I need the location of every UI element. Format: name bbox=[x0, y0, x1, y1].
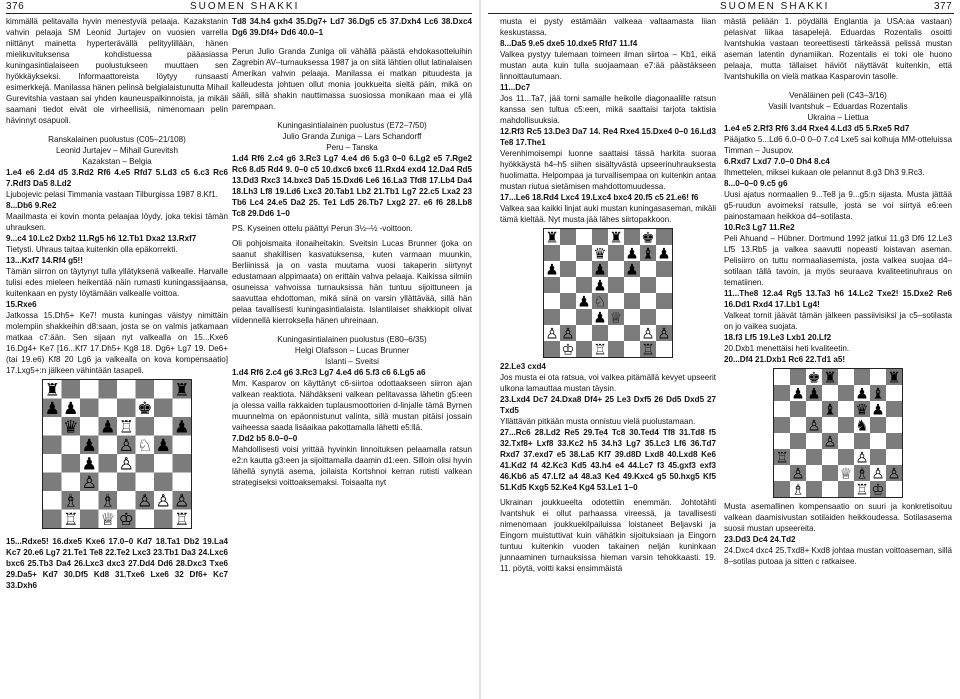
column-1 bbox=[6, 16, 228, 696]
paragraph: Maailmasta ei kovin monta pelaajaa löydy, joka tekisi tämän uhrauksen. bbox=[6, 212, 228, 232]
chess-piece bbox=[82, 436, 97, 456]
chess-piece bbox=[641, 325, 654, 342]
running-title: SUOMEN SHAKKI bbox=[190, 1, 300, 12]
chess-piece bbox=[657, 325, 670, 342]
dark-square bbox=[136, 417, 155, 436]
chess-piece bbox=[871, 401, 884, 418]
chess-piece bbox=[823, 433, 836, 450]
move-text: 11...Dc7 bbox=[500, 83, 531, 92]
move-text: 8...0–0–0 9.c5 g6 bbox=[724, 179, 788, 188]
chess-piece bbox=[577, 293, 590, 310]
dark-square bbox=[43, 436, 62, 455]
move-text: Td8 34.h4 gxh4 35.Dg7+ Ld7 36.Dg5 c5 37.Dxh4 Lc6 38.Dxc4 Dg6 39.Df4+ Dd6 40.0–1 bbox=[232, 17, 472, 37]
dark-square bbox=[576, 245, 592, 261]
chess-piece bbox=[609, 309, 622, 326]
chess-piece bbox=[791, 385, 804, 402]
dark-square bbox=[806, 481, 822, 497]
chess-piece bbox=[823, 401, 836, 418]
move-text: 11...The8 12.a4 Rg5 13.Ta3 h6 14.Lc2 Txe2! 15.Dxe2 Re6 16.Dd1 Rxd4 17.Lb1 Lg4! bbox=[724, 289, 952, 309]
chess-piece bbox=[545, 325, 558, 342]
chess-piece bbox=[625, 245, 638, 262]
dark-square bbox=[790, 369, 806, 385]
chess-piece bbox=[775, 449, 788, 466]
chessboard bbox=[43, 380, 191, 528]
chess-piece bbox=[807, 385, 820, 402]
chess-piece bbox=[791, 481, 804, 497]
dark-square bbox=[838, 449, 854, 465]
paragraph: Valkea saa kaikki linjat auki mustan kuningasaseman, mikäli tämä kieltää. Nyt musta jää lähes siirtopakkoon. bbox=[500, 204, 716, 224]
column-3 bbox=[500, 16, 716, 696]
paragraph: Peli Ahuand – Hübner. Dortmund 1992 jatkui 11.g3 Df6 12.Le3 Lf5 13.Rb5 ja valkea saavutti nopeasti loistavan aseman. Pelisiirro on tuttu normaaliasemista, josta valkea suojaa d4–sotilaan tällä tavoin, ja myös seuraava kvaliteetinuhraus on tematiinen. bbox=[724, 234, 952, 287]
game-players: Leonid Jurtajev – Mihail Gurevitsh bbox=[56, 146, 178, 155]
chess-piece bbox=[100, 510, 115, 528]
move-text: 13...Kxf7 14.Rf4 g5!! bbox=[6, 256, 83, 265]
chess-piece bbox=[855, 449, 868, 466]
chess-piece bbox=[100, 417, 115, 437]
right-page bbox=[480, 0, 960, 699]
chess-piece bbox=[137, 491, 152, 511]
dark-square bbox=[560, 293, 576, 309]
chess-piece bbox=[82, 473, 97, 493]
dark-square bbox=[592, 325, 608, 341]
move-text: 17...Le6 18.Rd4 Lxc4 19.Lxc4 bxc4 20.f5 c5 21.e6! f6 bbox=[500, 193, 699, 202]
dark-square bbox=[99, 454, 118, 473]
paragraph: Ukrainan joukkueelta odotettiin enemmän. Johtotähti Ivantshuk ei ollut parhaassa vireessä, ja tavallisesti nimenomaan joukkuekilpailuissa loistaneet Beljavski ja Eingorn muistuttivat kuin vähätkin sijoituksiaan ja Eingorn tuntuu kuitenkin vuoden takainen nelján kuninkaan junnaaminen turnauksissa hieman varsin tehokkaasti. 19. 11. pöytä, voitti kaksi ensimmäistä bbox=[500, 498, 716, 573]
chess-piece bbox=[63, 510, 78, 528]
chess-piece bbox=[839, 465, 852, 482]
page-header-left bbox=[0, 0, 472, 14]
move-text: 1.d4 Rf6 2.c4 g6 3.Rc3 Lg7 4.e4 d6 5.f3 c6 6.Lg5 a6 bbox=[232, 368, 426, 377]
move-text: 12.Rf3 Rc5 13.De3 Da7 14. Re4 Rxe4 15.Dxe4 0–0 16.Ld3 Te8 17.The1 bbox=[500, 127, 716, 147]
paragraph: Uusi ajatus normaalien 9...Te8 ja 9...g5:n sijasta. Musta jättää g5-ruudun avoimeksi ratsulle, josta se voi siirtyä e6:een painostamaan heikkoa d4–sotilasta. bbox=[724, 190, 952, 221]
dark-square bbox=[560, 229, 576, 245]
dark-square bbox=[117, 399, 136, 418]
chessboard bbox=[544, 229, 672, 357]
game-opening: Kuningasintialainen puolustus (E80–6/35) bbox=[277, 335, 427, 344]
dark-square bbox=[624, 293, 640, 309]
move-text: 20...Df4 21.Dxb1 Rc6 22.Td1 a5! bbox=[724, 355, 846, 364]
header-rule bbox=[488, 13, 954, 14]
chess-piece bbox=[593, 341, 606, 357]
paragraph: Valkeat tornit jäävät tämän jälkeen passiivisiksi ja c5–sotilasta on jo vaikea suojata. bbox=[724, 311, 952, 331]
move-text: 18.f3 Lf5 19.Le3 Lxb1 20.Lf2 bbox=[724, 333, 832, 342]
dark-square bbox=[774, 417, 790, 433]
game-teams: Ukraina – Liettua bbox=[807, 113, 869, 122]
dark-square bbox=[838, 481, 854, 497]
chess-piece bbox=[791, 465, 804, 482]
game-opening: Venäläinen peli (C43–3/16) bbox=[789, 91, 887, 100]
chess-piece bbox=[855, 385, 868, 402]
dark-square bbox=[656, 293, 672, 309]
dark-square bbox=[62, 380, 81, 399]
game-teams: Kazakstan – Belgia bbox=[82, 157, 152, 166]
dark-square bbox=[790, 433, 806, 449]
dark-square bbox=[838, 417, 854, 433]
dark-square bbox=[544, 309, 560, 325]
dark-square bbox=[99, 380, 118, 399]
dark-square bbox=[80, 399, 99, 418]
move-text: 1.e4 e6 2.d4 d5 3.Rd2 Rf6 4.e5 Rfd7 5.Ld3 c5 6.c3 Rc6 7.Rdf3 Da5 8.Ld2 bbox=[6, 168, 228, 188]
move-text: 6.Rxd7 Lxd7 7.0–0 Dh4 8.c4 bbox=[724, 157, 830, 166]
chess-piece bbox=[119, 436, 134, 456]
chess-piece bbox=[823, 369, 836, 386]
paragraph: Jatkossa 15.Dh5+ Ke7! musta kuningas väistyy nimittäin molempiin shakkeihin d8:saan, josta se on valmis jatkamaan matkaa c7:ään. Sen sijaan nyt valkealla on 15...Kxe6 16.Dg4+ Ke7 [16...Kf7 17.Dh5+ Kg8 18. Dg6+ Lg7 19. De6+ (tai 19.e6) Kf8 20 Lg6 ja valkealla on kova kompensaatio] 17.Lxg5+:n jälkeen vähintään tasapeli. bbox=[6, 311, 228, 375]
chess-piece bbox=[593, 245, 606, 262]
chess-diagram bbox=[543, 228, 673, 358]
chess-diagram bbox=[773, 368, 903, 498]
dark-square bbox=[822, 465, 838, 481]
move-text: 1.d4 Rf6 2.c4 g6 3.Rc3 Lg7 4.e4 d6 5.g3 0–0 6.Lg2 e5 7.Rge2 Rc6 8.d5 Rd4 9. 0–0 c5 10.dxc6 bxc6 11.Rxd4 exd4 12.Da4 Rd5 13.Dd3 Rxc3 14.bxc3 Da5 15.Dxd6 Le6 16.La3 Tfd8 17.Lb4 Da4 18.Lh3 Lf8 19.Ld6 Lxc3 20.Tab1 Lb2 21.Tb1 Lg7 22.c5 Lxa2 23 Tb6 Lc4 24.e5 Da2 25. Te1 Ld5 26.Tb7 Lxg2 27. e6 f6 28.Lb8 Tc8 29.Dd6 1–0 bbox=[232, 154, 472, 218]
chess-piece bbox=[807, 417, 820, 434]
chess-piece bbox=[657, 245, 670, 262]
paragraph: mästä peliään 1. pöydällä Englantia ja USA:aa vastaan) pelasivat liikaa tasapelejä. Eduardas Rozentalis osoitti Ivantshukia vastaan teoreettisesti tärkeässä pelissä mustan aseman latentin dynamiikan. Rozentalis ei toki ole huono pelaaja, mutta tällaiset häviöt näyttävät kuitenkin, että Ivantshukilla on vielä matkaa Kasparovin tasolle. bbox=[724, 17, 952, 81]
dark-square bbox=[80, 510, 99, 529]
chess-piece bbox=[871, 385, 884, 402]
move-text: 8...Db6 9.Re2 bbox=[6, 201, 57, 210]
chess-piece bbox=[593, 309, 606, 326]
paragraph: Pääjatko 5...Ld6 6.0–0 0–0 7.c4 Lxe5 sai kolhuja MM-otteluissa Timman – Jusupov. bbox=[724, 135, 952, 155]
chess-piece bbox=[156, 491, 171, 511]
dark-square bbox=[544, 341, 560, 357]
column-4 bbox=[724, 16, 952, 696]
chess-piece bbox=[855, 465, 868, 482]
paragraph: Perun Julio Granda Zuniga oli vähällä päästä ehdokasotteluihin Zagrebin AV–turnauksessa 1987 ja on siitä lähtien ollut latinalaisen Amerikan vahvin pelaaja. Manilassa ei matkan pituudesta ja kalleudesta johtuen ollut monia joukkueita sieltä päin, mikä on sääli, sillä shakin nauttimassa suosiossa monikaan maa ei yllä parempaan. bbox=[232, 47, 472, 111]
dark-square bbox=[886, 401, 902, 417]
chess-piece bbox=[119, 417, 134, 437]
chess-piece bbox=[593, 277, 606, 294]
chess-piece bbox=[174, 491, 189, 511]
paragraph: Ljubojevic pelasi Timmania vastaan Tilburgissa 1987 8.Kf1. bbox=[6, 190, 218, 199]
chess-piece bbox=[119, 454, 134, 474]
game-opening: Kuningasintialainen puolustus (E72–7/50) bbox=[277, 121, 427, 130]
paragraph: Yllättävän pitkään musta onnistuu vielä puolustamaan. bbox=[500, 417, 696, 426]
chess-piece bbox=[561, 341, 574, 357]
game-players: Julio Granda Zuniga – Lars Schandorff bbox=[282, 132, 422, 141]
dark-square bbox=[43, 510, 62, 529]
chess-piece bbox=[545, 261, 558, 278]
move-text: 15.Rxe6 bbox=[6, 300, 37, 309]
dark-square bbox=[592, 229, 608, 245]
chess-piece bbox=[855, 417, 868, 434]
chess-piece bbox=[855, 481, 868, 497]
chess-piece bbox=[887, 465, 900, 482]
dark-square bbox=[838, 385, 854, 401]
dark-square bbox=[870, 449, 886, 465]
dark-square bbox=[790, 401, 806, 417]
dark-square bbox=[154, 399, 173, 418]
dark-square bbox=[154, 473, 173, 492]
dark-square bbox=[624, 229, 640, 245]
move-text: 23.Lxd4 Dc7 24.Dxa8 Df4+ 25 Le3 Dxf5 26 Dd5 Dxd5 27 Txd5 bbox=[500, 395, 716, 415]
paragraph: Ihmettelen, miksei kukaan ole pelannut 8.g3 Dh3 9.Rc3. bbox=[724, 168, 925, 177]
paragraph: Musta asemallinen kompensaatio on suuri ja konkretisoituu valkean daamisivustan sotilaiden heikkoudessa. Sotilasasema suosii mustan upseereita. bbox=[724, 502, 952, 533]
dark-square bbox=[576, 341, 592, 357]
chess-diagram bbox=[42, 379, 192, 529]
running-title: SUOMEN SHAKKI bbox=[720, 1, 830, 12]
chess-piece bbox=[871, 481, 884, 497]
chess-piece bbox=[887, 369, 900, 386]
paragraph: kimmällä pelitavalla hyvin menestyviä pelaaja. Kazakstanin vahvin pelaaja SM Leonid Jurtajev on vuosien varrella niittänyt mainetta hyperterävällä pelityylillään, hänen mielikuvituksensa kohdistuessa pääasiassa kuningasintialaiseen puolustukseen muuttaen sen hyökkäykseksi. Informaattoreista löytyy runsaasti esimerkkejä. Manilassa hänen pelinsä belgialaistunutta Mihail Gurevitshia vastaan sai yhden kauneuspalkinnoista, ja mikäli saamani tiedot eivät ole virheellisiä, nimenomaan pelin hävinnyt osapuoli. bbox=[6, 17, 228, 125]
move-text: 23.Dd3 Dc4 24.Td2 bbox=[724, 535, 796, 544]
dark-square bbox=[608, 245, 624, 261]
dark-square bbox=[656, 229, 672, 245]
chess-piece bbox=[119, 510, 134, 528]
game-players: Vasili Ivantshuk – Eduardas Rozentalis bbox=[768, 102, 908, 111]
game-players: Helgi Olafsson – Lucas Brunner bbox=[294, 346, 410, 355]
chess-piece bbox=[45, 399, 60, 419]
dark-square bbox=[640, 277, 656, 293]
dark-square bbox=[886, 433, 902, 449]
chess-piece bbox=[63, 399, 78, 419]
paragraph: 24.Dxc4 dxc4 25.Txd8+ Kxd8 johtaa mustan voittoaseman, sillä 8–sotilas putoaa ja sitten c ratkaisee. bbox=[724, 546, 952, 566]
chess-piece bbox=[561, 325, 574, 342]
dark-square bbox=[624, 325, 640, 341]
chess-piece bbox=[63, 491, 78, 511]
paragraph: Verenhimoisempi luonne saattaisi tässä harkita suoraa hyökkäystä h4–h5 siihen sisältyvästä upseerinuhrauksesta huolimatta. Helpompaa ja turvallisempaa on kuitenkin antaa mustan riutua sietämisen mahdottomuudessa. bbox=[500, 149, 716, 191]
chess-piece bbox=[174, 380, 189, 400]
paragraph: Jos 11...Ta7, jää torni samalle heikolle diagonaalille ratsun kanssa sen tultua c5:een, mikä saattaisi tarjota taktisia mahdollisuuksia. bbox=[500, 94, 716, 125]
dark-square bbox=[173, 454, 192, 473]
chess-piece bbox=[45, 380, 60, 400]
chess-piece bbox=[593, 293, 606, 310]
dark-square bbox=[136, 454, 155, 473]
chess-piece bbox=[625, 261, 638, 278]
chess-piece bbox=[807, 369, 820, 386]
chess-piece bbox=[174, 510, 189, 528]
chess-piece bbox=[641, 245, 654, 262]
dark-square bbox=[43, 473, 62, 492]
chess-piece bbox=[63, 417, 78, 437]
dark-square bbox=[576, 309, 592, 325]
page-number: 377 bbox=[934, 1, 953, 12]
dark-square bbox=[544, 245, 560, 261]
chess-piece bbox=[855, 401, 868, 418]
chess-piece bbox=[174, 417, 189, 437]
move-text: 22.Le3 cxd4 bbox=[500, 362, 546, 371]
paragraph: Valkea pystyy tulemaan toimeen ilman siirtoa – Kb1, eikä mustan auta kuin tulla suojaamaan e7:ää päästäkseen linnoittautumaan. bbox=[500, 50, 716, 81]
paragraph: Tietysti. Uhraus taitaa kuitenkin olla epäkorrekti. bbox=[6, 245, 178, 254]
move-text: 27...Rc6 28.Ld2 Re5 29.Te4 Tc8 30.Ted4 Tf8 31.Td8 f5 32.Txf8+ Lxf8 33.Kc2 h5 34.h3 Lg7 35.Lc3 Lf6 36.Td7 Rxd7 37.exd7 e5 38.La5 Kf7 39.d8D Lxd8 40.Lxd8 Ke6 41.Kd2 f4 42.Kc3 Kd5 43.h4 e4 44.Lc7 f3 45.gxf3 exf3 46.Kb6 a5 47.Lf2 a4 48.a3 Ke4 49.Kxc4 g5 50.hxg5 Kf5 51.Kd5 Kxg5 52.Ke4 Kg4 53.Le1 1–0 bbox=[500, 428, 716, 492]
chess-piece bbox=[641, 229, 654, 246]
dark-square bbox=[870, 417, 886, 433]
paragraph: 20.Dxb1 menettäisi heti kvaliteetin. bbox=[724, 344, 850, 353]
column-2 bbox=[232, 16, 472, 696]
game-teams: Islanti – Sveitsi bbox=[325, 357, 379, 366]
dark-square bbox=[154, 510, 173, 529]
dark-square bbox=[806, 449, 822, 465]
paragraph: musta ei pysty estämään valkeaa valtaamasta liian keskustassa. bbox=[500, 17, 716, 37]
game-opening: Ranskalainen puolustus (C05–21/108) bbox=[48, 135, 186, 144]
chess-piece bbox=[641, 341, 654, 357]
dark-square bbox=[576, 277, 592, 293]
dark-square bbox=[62, 454, 81, 473]
chess-piece bbox=[100, 491, 115, 511]
dark-square bbox=[774, 481, 790, 497]
chess-piece bbox=[137, 399, 152, 419]
dark-square bbox=[854, 369, 870, 385]
dark-square bbox=[117, 473, 136, 492]
chess-piece bbox=[156, 436, 171, 456]
dark-square bbox=[608, 277, 624, 293]
chess-piece bbox=[871, 465, 884, 482]
header-rule bbox=[6, 13, 472, 14]
paragraph: PS. Kyseinen ottelu päättyi Perun 3½–½ -voittoon. bbox=[232, 224, 413, 233]
chess-piece bbox=[82, 454, 97, 474]
move-text: 7.Dd2 b5 8.0–0–0 bbox=[232, 434, 298, 443]
dark-square bbox=[640, 309, 656, 325]
page-number: 376 bbox=[6, 1, 25, 12]
dark-square bbox=[136, 380, 155, 399]
dark-square bbox=[656, 261, 672, 277]
dark-square bbox=[544, 277, 560, 293]
dark-square bbox=[774, 385, 790, 401]
move-text: 9...c4 10.Lc2 Dxb2 11.Rg5 h6 12.Tb1 Dxa2 13.Rxf7 bbox=[6, 234, 197, 243]
page-header-right bbox=[488, 0, 960, 14]
paragraph: Tämän siirron on täytynyt tulla yllätyksenä valkealle. Harvalle tulisi edes mieleen heikentää näin rumasti kuningassijaansa, kuitenkaan en pysty löytämään valkealle voittoa. bbox=[6, 267, 228, 298]
paragraph: Oli pohjoismaita ilonaiheitakin. Sveitsin Lucas Brunner (joka on saanut shakillisen kasvatuksensa, kuten varmaan muunkin, Berliinissä ja on vasta muutama vuosi takaperin siirtynyt edustamaan alppimaata) on erittäin vahva pelaaja. Kaikissa silmiin osuneissa vahvoissa turnauksissa hän tuntuu sijoittuneen ja saavuttaa ehdottoman, mikä siinä on varsin yllättävää, sillä hän pelaa tavallisesti kuningasintialaista. Islantilaiset shakkiopit olivat viidennellä kierroksella hänen uhreinaan. bbox=[232, 239, 472, 325]
dark-square bbox=[854, 433, 870, 449]
chess-piece bbox=[545, 229, 558, 246]
chess-piece bbox=[593, 261, 606, 278]
chessboard bbox=[774, 369, 902, 497]
chess-piece bbox=[609, 229, 622, 246]
dark-square bbox=[560, 261, 576, 277]
move-text: 1.e4 e5 2.Rf3 Rf6 3.d4 Rxe4 4.Ld3 d5 5.Rxe5 Rd7 bbox=[724, 124, 910, 133]
game-teams: Peru – Tanska bbox=[326, 143, 378, 152]
paragraph: Mahdollisesti voisi yrittää hyvinkin linnoituksen pelaamalla ratsun e2:n kautta g3:een ja sijoittamalla daamin d1:een. Silloin olisi hyvin lähellä synytä asema, joilaista Kortshnoi kerran rutisti valkean strategiseksi voittoaksemaksi. Toisaalta nyt bbox=[232, 445, 472, 487]
chess-piece bbox=[137, 436, 152, 456]
paragraph: Jos musta ei ota ratsua, voi valkea pitämällä kevyet upseerit ulkona lamauttaa mustan täysin. bbox=[500, 373, 716, 393]
dark-square bbox=[608, 341, 624, 357]
paragraph: Mm. Kasparov on käyttänyt c6-siirtoa odottaakseen siirron ajan valkean reaktiota. Nähdäkseni valkean pelitavassa lähetin g5:een ja olessa vailla rakkaiden tuplausmoottorien d-linjalle tämä Byrnen muunnelma on epäonnistunut valinta, sillä mustan pitäisi jossain vaiheessa saada lisäaikaa pakottamalla lähetti e5:llä. bbox=[232, 379, 472, 432]
move-text: 15...Rdxe5! 16.dxe5 Kxe6 17.0–0 Kd7 18.Ta1 Db2 19.La4 Kc7 20.e6 Lg7 21.Te1 Te8 22.Te2 Lxc3 23.Tb1 Da3 24.Lxc6 bxc6 25.Tb3 Da4 26.Lxc3 dxc3 27.Dd4 Dd6 28.Dxc3 Txe6 29.Da5+ Kd7 30.Df5 Kd8 31.Txe6 Lxe6 32 Df6+ Kc7 33.Dxh6 bbox=[6, 537, 228, 590]
move-text: 10.Rc3 Lg7 11.Re2 bbox=[724, 223, 795, 232]
move-text: 8...Da5 9.e5 dxe5 10.dxe5 Rfd7 11.f4 bbox=[500, 39, 638, 48]
